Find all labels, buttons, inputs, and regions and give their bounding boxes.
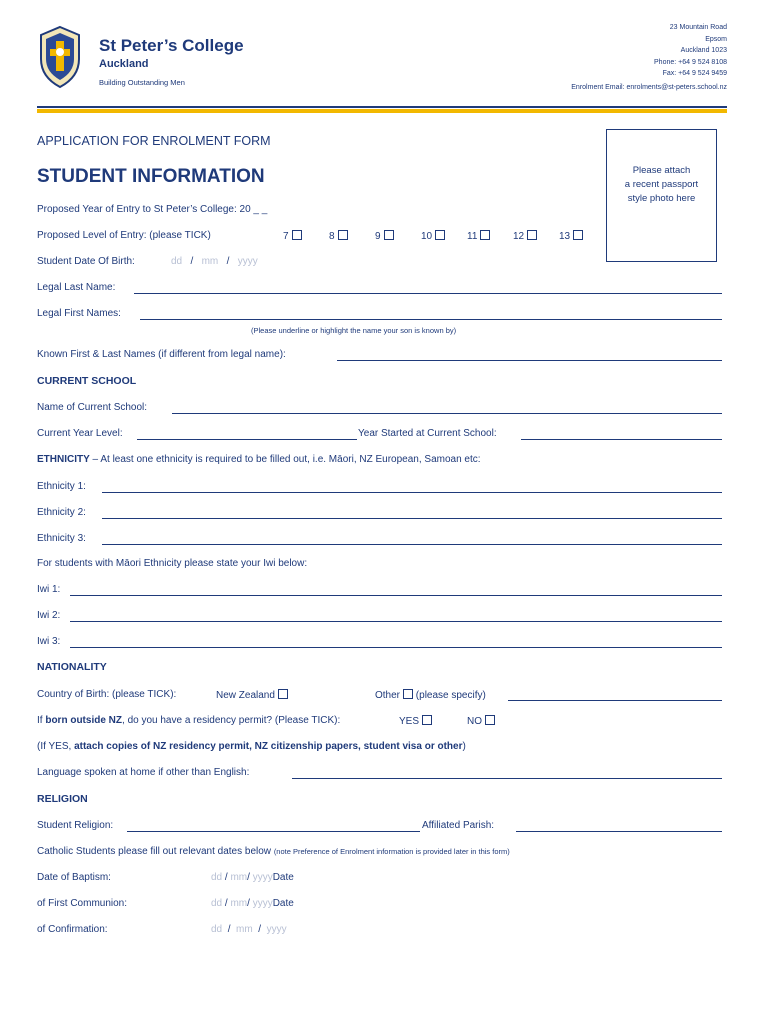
confirmation-year: yyyy xyxy=(266,924,287,935)
ethnicity-3-field[interactable] xyxy=(102,544,722,545)
communion-day: dd xyxy=(211,898,223,909)
if-yes-prefix: (If YES, xyxy=(37,741,75,752)
ethnicity-2-label: Ethnicity 2: xyxy=(37,507,86,518)
please-specify-label: (please specify) xyxy=(415,690,486,701)
dob-year: yyyy xyxy=(237,256,258,267)
current-school-name-label: Name of Current School: xyxy=(37,402,148,413)
date-separator: / xyxy=(247,898,250,909)
level-13-checkbox[interactable] xyxy=(559,230,583,242)
date-separator: / xyxy=(224,898,228,909)
ethnicity-note: – At least one ethnicity is required to be filled out, i.e. Māori, NZ European, Samoan etc: xyxy=(89,454,481,465)
photo-box-line-2: a recent passport xyxy=(624,179,699,190)
name-note: (Please underline or highlight the name your son is known by) xyxy=(251,326,457,335)
address-line-1: 23 Mountain Road xyxy=(669,24,727,31)
level-12-checkbox[interactable] xyxy=(513,230,537,242)
dob-day: dd xyxy=(171,256,183,267)
catholic-note-main: Catholic Students please fill out relevant dates below xyxy=(37,846,272,857)
residency-bold: born outside NZ xyxy=(45,715,123,726)
checkbox-icon xyxy=(435,230,445,240)
student-religion-label: Student Religion: xyxy=(37,820,114,831)
affiliated-parish-field[interactable] xyxy=(516,831,722,832)
dob-label: Student Date Of Birth: xyxy=(37,256,135,267)
legal-last-name-label: Legal Last Name: xyxy=(37,282,116,293)
no-label: NO xyxy=(467,716,482,727)
date-separator: / xyxy=(190,256,194,267)
communion-month: mm xyxy=(230,898,248,909)
ethnicity-3-label: Ethnicity 3: xyxy=(37,533,86,544)
if-yes-bold: attach copies of NZ residency permit, NZ citizenship papers, student visa or other xyxy=(74,741,463,752)
checkbox-icon xyxy=(278,689,288,699)
checkbox-icon xyxy=(480,230,490,240)
year-of-entry-label: Proposed Year of Entry to St Peter’s College: 20 _ _ xyxy=(37,204,268,215)
date-separator: / xyxy=(247,872,250,883)
header-rule-blue xyxy=(37,106,727,108)
date-separator: / xyxy=(224,872,228,883)
checkbox-icon xyxy=(527,230,537,240)
confirmation-label: of Confirmation: xyxy=(37,924,108,935)
legal-first-names-field[interactable] xyxy=(140,319,722,320)
communion-date-field[interactable] xyxy=(211,898,294,909)
ethnicity-heading xyxy=(37,454,481,465)
school-motto: Building Outstanding Men xyxy=(99,78,185,87)
college-crest-logo xyxy=(37,25,83,89)
language-field[interactable] xyxy=(292,778,722,779)
level-7-label: 7 xyxy=(283,231,289,242)
other-label: Other xyxy=(375,690,401,701)
religion-heading: RELIGION xyxy=(37,793,88,805)
baptism-year: yyyy xyxy=(252,872,273,883)
ethnicity-1-label: Ethnicity 1: xyxy=(37,481,86,492)
level-11-label: 11 xyxy=(467,231,478,242)
residency-yes-checkbox[interactable] xyxy=(399,715,432,727)
legal-last-name-field[interactable] xyxy=(134,293,722,294)
new-zealand-checkbox[interactable] xyxy=(216,689,288,701)
form-title: APPLICATION FOR ENROLMENT FORM xyxy=(37,134,271,148)
level-8-checkbox[interactable] xyxy=(329,230,348,242)
residency-question xyxy=(37,715,340,726)
residency-no-checkbox[interactable] xyxy=(467,715,495,727)
phone-number: Phone: +64 9 524 8108 xyxy=(654,59,727,66)
iwi-3-label: Iwi 3: xyxy=(37,636,61,647)
iwi-1-label: Iwi 1: xyxy=(37,584,61,595)
baptism-day: dd xyxy=(211,872,223,883)
checkbox-icon xyxy=(403,689,413,699)
language-label: Language spoken at home if other than English: xyxy=(37,767,250,778)
checkbox-icon xyxy=(292,230,302,240)
residency-suffix: , do you have a residency permit? (Please TICK): xyxy=(122,715,341,726)
level-7-checkbox[interactable] xyxy=(283,230,302,242)
confirmation-day: dd xyxy=(211,924,223,935)
known-names-field[interactable] xyxy=(337,360,722,361)
confirmation-month: mm xyxy=(236,924,253,935)
date-word: Date xyxy=(272,872,294,883)
address-line-3: Auckland 1023 xyxy=(680,47,727,54)
other-checkbox[interactable] xyxy=(375,689,486,701)
residency-prefix: If xyxy=(37,715,46,726)
enrolment-email: Enrolment Email: enrolments@st-peters.school.nz xyxy=(571,84,727,91)
current-school-heading: CURRENT SCHOOL xyxy=(37,375,137,387)
level-9-checkbox[interactable] xyxy=(375,230,394,242)
level-13-label: 13 xyxy=(559,231,571,242)
catholic-note xyxy=(37,846,510,857)
year-started-label: Year Started at Current School: xyxy=(358,428,497,439)
date-separator: / xyxy=(227,924,231,935)
baptism-label: Date of Baptism: xyxy=(37,872,111,883)
level-8-label: 8 xyxy=(329,231,335,242)
current-school-name-field[interactable] xyxy=(172,413,722,414)
catholic-note-small: (note Preference of Enrolment information is provided later in this form) xyxy=(273,847,510,856)
photo-box-line-1: Please attach xyxy=(632,165,691,176)
photo-box xyxy=(606,129,717,262)
known-names-label: Known First & Last Names (if different from legal name): xyxy=(37,349,286,360)
affiliated-parish-label: Affiliated Parish: xyxy=(422,820,495,831)
dob-month: mm xyxy=(201,256,219,267)
yes-label: YES xyxy=(399,716,420,727)
level-12-label: 12 xyxy=(513,231,525,242)
level-10-label: 10 xyxy=(421,231,433,242)
date-separator: / xyxy=(258,924,262,935)
student-religion-field[interactable] xyxy=(127,831,420,832)
address-line-2: Epsom xyxy=(705,36,727,43)
communion-label: of First Communion: xyxy=(37,898,128,909)
other-country-field[interactable] xyxy=(508,700,722,701)
iwi-3-field[interactable] xyxy=(70,647,722,648)
level-9-label: 9 xyxy=(375,231,381,242)
checkbox-icon xyxy=(485,715,495,725)
checkbox-icon xyxy=(573,230,583,240)
iwi-note: For students with Māori Ethnicity please state your Iwi below: xyxy=(37,558,308,569)
if-yes-suffix: ) xyxy=(462,741,466,752)
ethnicity-1-field[interactable] xyxy=(102,492,722,493)
new-zealand-label: New Zealand xyxy=(216,690,275,701)
current-year-level-label: Current Year Level: xyxy=(37,428,123,439)
dob-field[interactable] xyxy=(171,256,258,267)
year-started-field[interactable] xyxy=(521,439,722,440)
checkbox-icon xyxy=(422,715,432,725)
checkbox-icon xyxy=(384,230,394,240)
level-of-entry-label: Proposed Level of Entry: (please TICK) xyxy=(37,230,211,241)
level-10-checkbox[interactable] xyxy=(421,230,445,242)
fax-number: Fax: +64 9 524 9459 xyxy=(662,70,727,77)
ethnicity-title: ETHNICITY xyxy=(37,454,90,465)
photo-box-line-3: style photo here xyxy=(627,193,696,204)
header-rule-gold xyxy=(37,109,727,113)
iwi-2-field[interactable] xyxy=(70,621,722,622)
baptism-month: mm xyxy=(230,872,248,883)
confirmation-date-field[interactable] xyxy=(211,924,287,935)
school-city: Auckland xyxy=(99,58,149,70)
level-11-checkbox[interactable] xyxy=(467,230,490,242)
date-separator: / xyxy=(226,256,230,267)
current-year-level-field[interactable] xyxy=(137,439,357,440)
date-word: Date xyxy=(272,898,294,909)
school-name: St Peter’s College xyxy=(99,36,244,55)
checkbox-icon xyxy=(338,230,348,240)
nationality-heading: NATIONALITY xyxy=(37,661,107,673)
baptism-date-field[interactable] xyxy=(211,872,294,883)
iwi-1-field[interactable] xyxy=(70,595,722,596)
section-title: STUDENT INFORMATION xyxy=(37,166,265,187)
iwi-2-label: Iwi 2: xyxy=(37,610,61,621)
country-of-birth-label: Country of Birth: (please TICK): xyxy=(37,689,177,700)
if-yes-note xyxy=(37,741,466,752)
legal-first-names-label: Legal First Names: xyxy=(37,308,121,319)
communion-year: yyyy xyxy=(252,898,273,909)
ethnicity-2-field[interactable] xyxy=(102,518,722,519)
